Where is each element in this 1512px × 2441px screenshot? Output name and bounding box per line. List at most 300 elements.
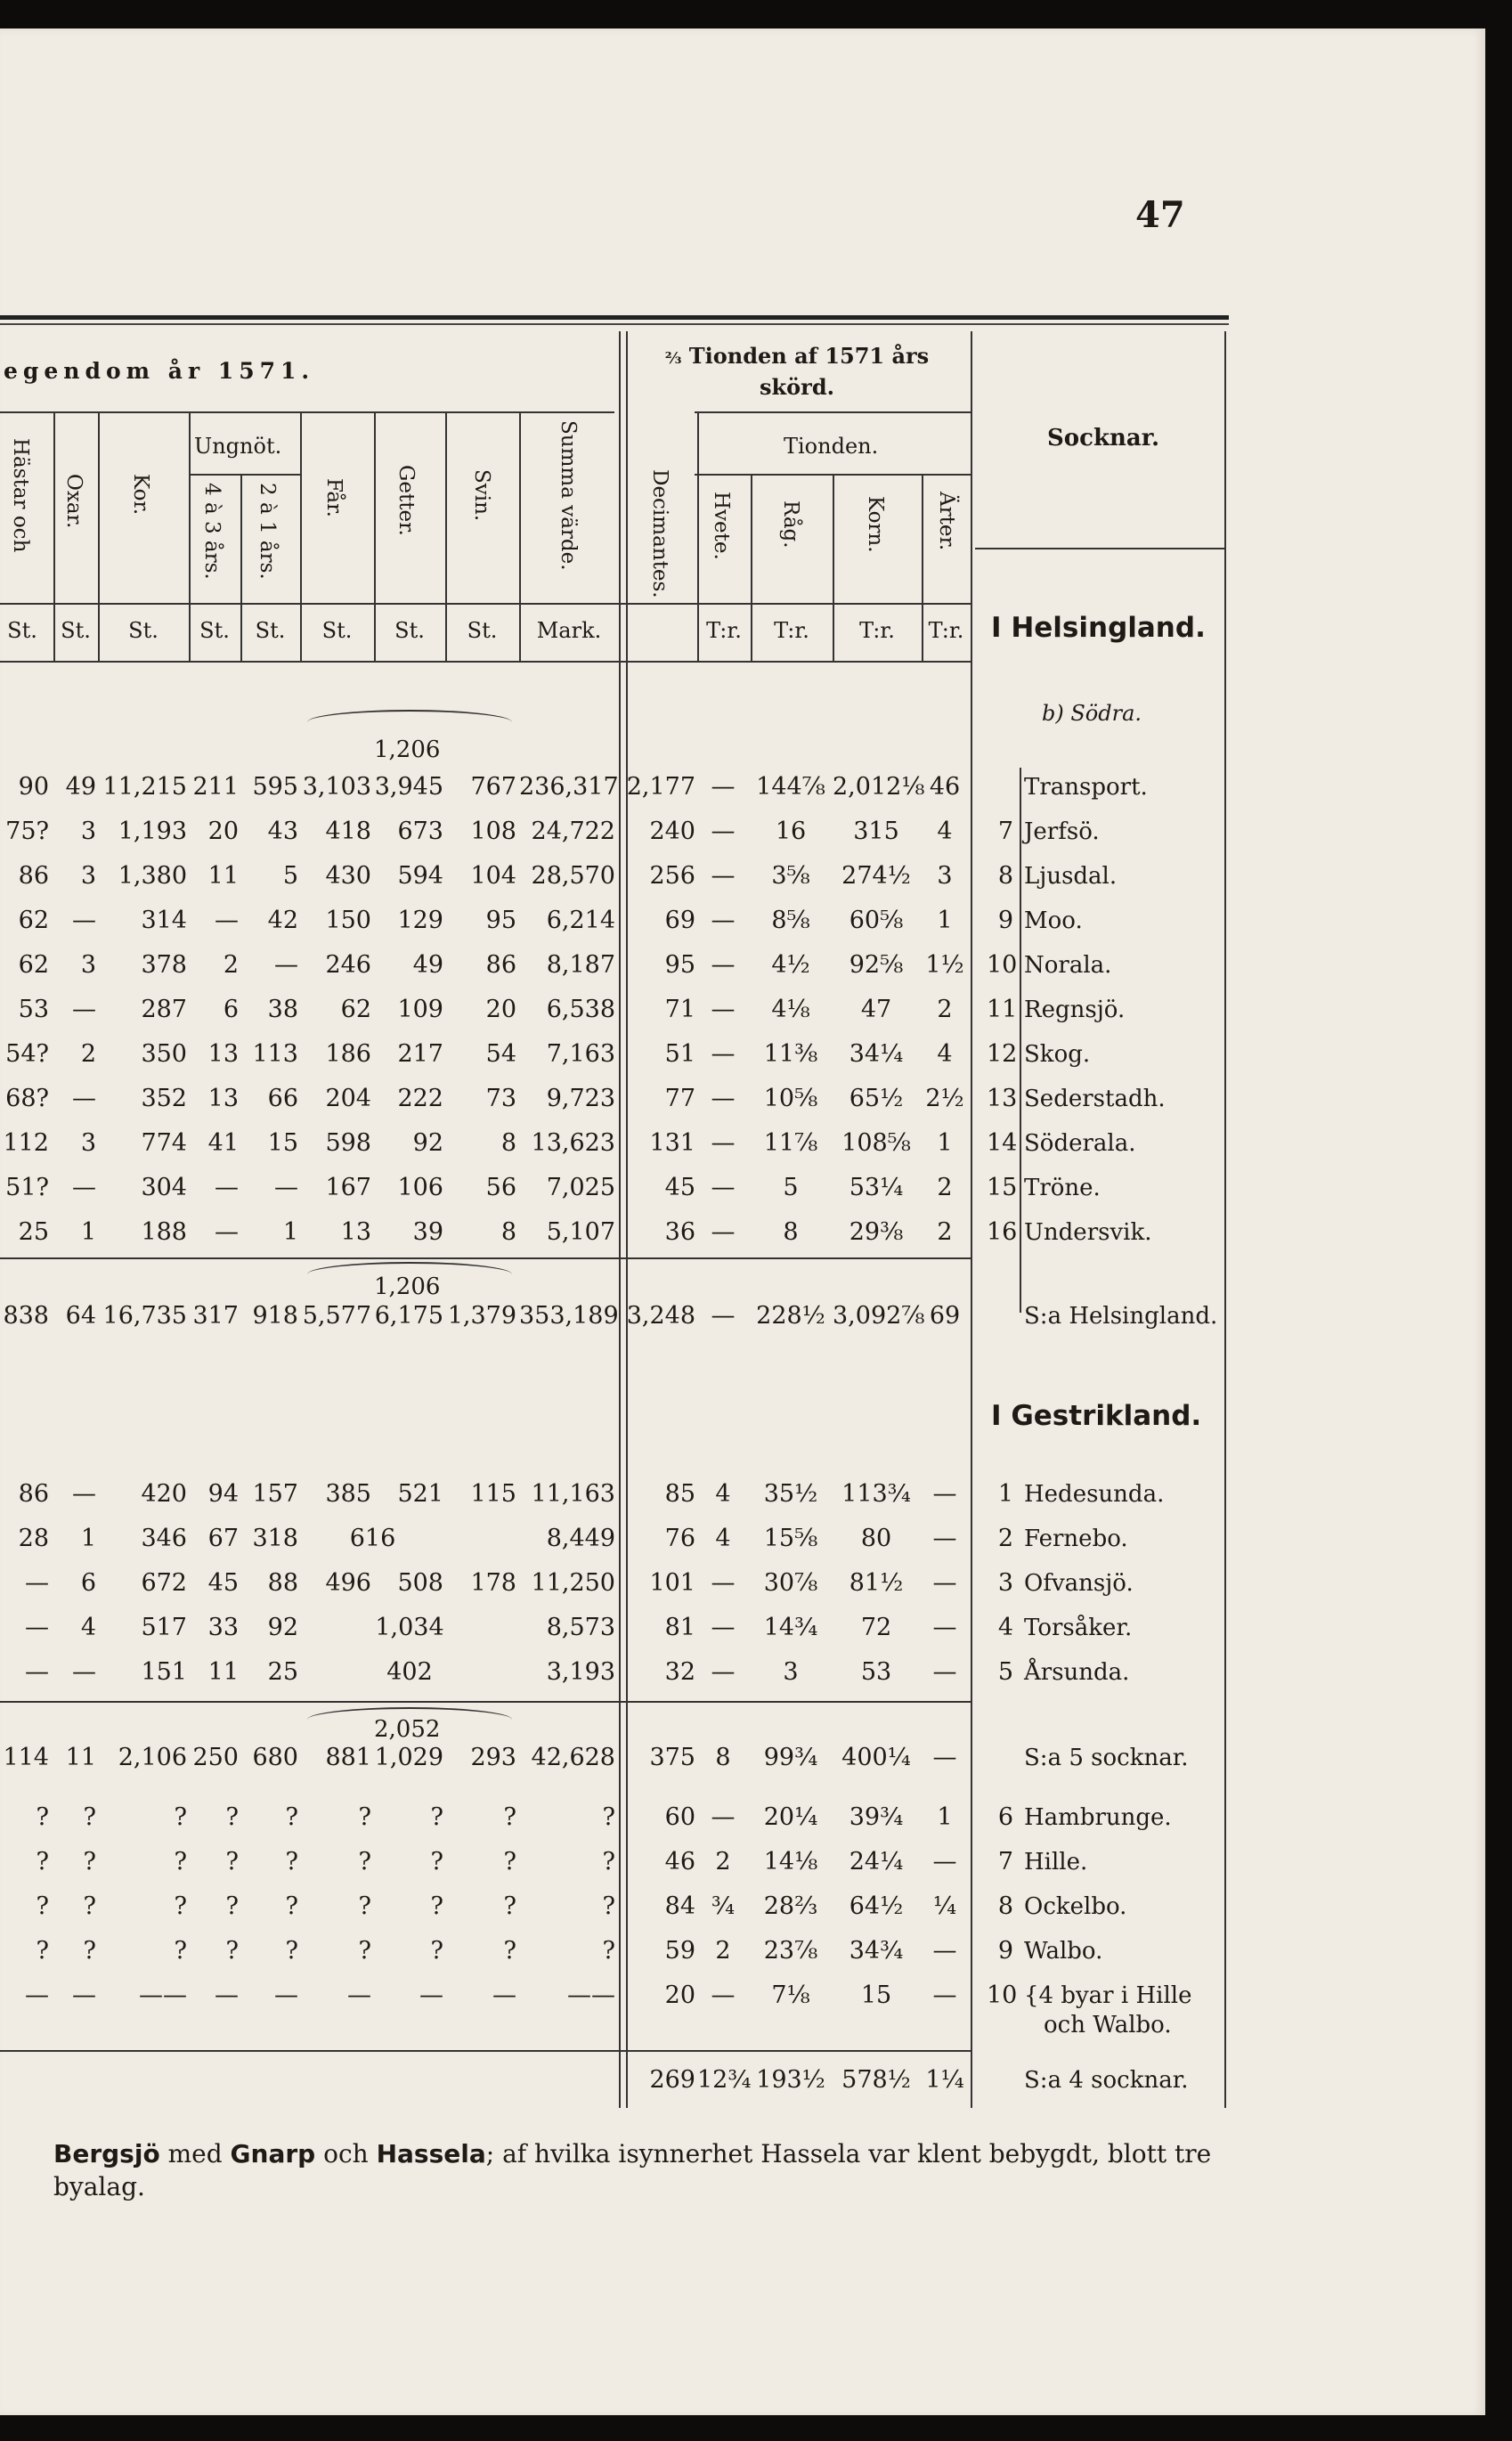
cell-a: 2½: [925, 1085, 964, 1112]
cell-g: ?: [430, 1937, 443, 1965]
cell-r: 8⅝: [771, 907, 810, 934]
cell-sum: ?: [602, 1848, 615, 1876]
table-row: [0, 766, 1247, 810]
col-oxar: Oxar.: [62, 474, 85, 529]
cell-o: 6: [80, 1569, 96, 1597]
cell-o: 1: [80, 1525, 96, 1552]
cell-o: 3: [80, 862, 96, 890]
cell-hv: 8: [715, 1744, 731, 1771]
footnote-text: med: [159, 2139, 231, 2168]
parish-name: Moo.: [1024, 907, 1083, 934]
unit-rule: [0, 661, 971, 663]
cell-f: 881: [325, 1744, 371, 1771]
col-tionden: Tionden.: [784, 434, 879, 459]
cell-g: 92: [412, 1129, 443, 1157]
col-svin: Svin.: [470, 469, 493, 522]
cell-a: 1½: [925, 951, 964, 979]
cell-u2: ?: [285, 1803, 298, 1831]
col-korn: Korn.: [864, 496, 887, 553]
cell-g: 1,029: [374, 1744, 443, 1771]
cell-ko: 34¾: [849, 1937, 904, 1965]
cell-g: 129: [397, 907, 443, 934]
cell-u2: 15: [267, 1129, 298, 1157]
parish-name: Undersvik.: [1024, 1219, 1152, 1246]
cell-a: 4: [937, 1040, 953, 1068]
footnote-text: och: [315, 2139, 377, 2168]
cell-g: 3,945: [374, 773, 443, 801]
cell-g: 521: [397, 1480, 443, 1508]
cell-d: 3,248: [626, 1302, 695, 1330]
cell-f: 204: [325, 1085, 371, 1112]
cell-r: 99¾: [763, 1744, 818, 1771]
cell-f: —: [347, 1981, 371, 2009]
section-rule: [0, 1257, 971, 1259]
cell-d: 95: [664, 951, 695, 979]
cell-h: 86: [18, 1480, 49, 1508]
cell-k: 2,106: [118, 1744, 187, 1771]
cell-a: 46: [929, 773, 961, 801]
parish-name: Fernebo.: [1024, 1526, 1128, 1552]
cell-o: 1: [80, 1218, 96, 1246]
cell-s: 20: [485, 996, 516, 1023]
cell-a: 3: [937, 862, 953, 890]
cell-a: 1¼: [925, 2066, 964, 2094]
cell-sum: 24,722: [531, 818, 615, 845]
table-row: [0, 1841, 1247, 1885]
cell-sum: ?: [602, 1803, 615, 1831]
cell-s: 178: [470, 1569, 516, 1597]
cell-d: 20: [664, 1981, 695, 2009]
table-row: [0, 1167, 1247, 1211]
cell-r: 14⅛: [763, 1848, 818, 1876]
cell-u1: 11: [207, 862, 239, 890]
cell-a: —: [932, 1614, 957, 1641]
parish-name: Ofvansjö.: [1024, 1570, 1134, 1597]
parish-name: Skog.: [1024, 1041, 1091, 1068]
col-far: Får.: [322, 478, 345, 517]
cell-sum: 7,163: [546, 1040, 615, 1068]
cell-o: —: [72, 996, 96, 1023]
cell-s: 767: [470, 773, 516, 801]
cell-r: 23⅞: [763, 1937, 818, 1965]
cell-ko: 24¼: [849, 1848, 904, 1876]
cell-hv: —: [711, 862, 736, 890]
parish-number: 14: [987, 1129, 1018, 1157]
cell-k: ——: [139, 1981, 187, 2009]
cell-d: 256: [649, 862, 695, 890]
cell-g: 217: [397, 1040, 443, 1068]
cell-u1: 2: [223, 951, 239, 979]
cell-a: —: [932, 1569, 957, 1597]
cell-g: 106: [397, 1174, 443, 1201]
cell-h: 68?: [5, 1085, 49, 1112]
cell-o: 49: [65, 773, 96, 801]
parish-number: 11: [987, 996, 1018, 1023]
unit-label: Mark.: [536, 618, 602, 643]
cell-a: 2: [937, 1174, 953, 1201]
cell-u1: ?: [225, 1937, 239, 1965]
cell-a: —: [932, 1937, 957, 1965]
col-decimantes: Decimantes.: [648, 469, 671, 598]
parish-name: Torsåker.: [1024, 1615, 1133, 1641]
cell-hv: 12¾: [697, 2066, 752, 2094]
cell-ko: 113¾: [841, 1480, 911, 1508]
cell-a: 2: [937, 1218, 953, 1246]
cell-o: 64: [65, 1302, 96, 1330]
parish-name: S:a Helsingland.: [1024, 1303, 1218, 1330]
cell-d: 71: [664, 996, 695, 1023]
cell-g: 109: [397, 996, 443, 1023]
cell-a: —: [932, 1744, 957, 1771]
cell-f: 430: [325, 862, 371, 890]
cell-a: 2: [937, 996, 953, 1023]
cell-f: 246: [325, 951, 371, 979]
cell-r: 3⅝: [771, 862, 810, 890]
header-bottom-rule: [0, 603, 971, 605]
col-arter: Ärter.: [935, 492, 958, 551]
brace: [307, 710, 512, 722]
cell-k: 314: [141, 907, 187, 934]
parish-number: 8: [997, 1892, 1013, 1920]
parish-number: 3: [997, 1569, 1013, 1597]
cell-sum: 28,570: [531, 862, 615, 890]
footnote-text: ; af hvilka isynnerhet Hassela var klent bebygdt, blott tre byalag.: [53, 2139, 1212, 2201]
table-row: [0, 1974, 1247, 2038]
cell-k: 350: [141, 1040, 187, 1068]
header-rule: [695, 411, 971, 413]
cell-s: ?: [503, 1803, 516, 1831]
col-hastar: Hästar och: [9, 438, 32, 553]
parish-number: 10: [987, 1981, 1018, 2009]
parish-number: 4: [997, 1614, 1013, 1641]
unit-label: St.: [7, 618, 37, 643]
cell-s: 54: [485, 1040, 516, 1068]
cell-u2: 42: [267, 907, 298, 934]
parish-number: 6: [997, 1803, 1013, 1831]
cell-f: 186: [325, 1040, 371, 1068]
unit-label: St.: [255, 618, 286, 643]
cell-k: 287: [141, 996, 187, 1023]
cell-f: 496: [325, 1569, 371, 1597]
cell-sum: 9,723: [546, 1085, 615, 1112]
cell-k: 672: [141, 1569, 187, 1597]
parish-number: 9: [997, 1937, 1013, 1965]
cell-o: 3: [80, 1129, 96, 1157]
col-ungnot: Ungnöt.: [194, 434, 282, 459]
cell-u1: 41: [207, 1129, 239, 1157]
cell-s: 104: [470, 862, 516, 890]
cell-f: 5,577: [302, 1302, 371, 1330]
cell-hv: —: [711, 1302, 736, 1330]
cell-g: 673: [397, 818, 443, 845]
cell-k: 1,380: [118, 862, 187, 890]
cell-u2: 5: [282, 862, 298, 890]
cell-d: 77: [664, 1085, 695, 1112]
cell-s: 8: [500, 1218, 516, 1246]
cell-h: ?: [36, 1848, 49, 1876]
parish-name: Söderala.: [1024, 1130, 1136, 1157]
cell-sum: 236,317: [519, 773, 619, 801]
cell-hv: —: [711, 773, 736, 801]
cell-o: ?: [83, 1892, 96, 1920]
cell-s: 108: [470, 818, 516, 845]
cell-ko: 80: [860, 1525, 892, 1552]
table-row: [0, 1796, 1247, 1841]
parish-name: S:a 5 socknar.: [1024, 1745, 1189, 1771]
table-row: [0, 855, 1247, 899]
cell-k: 352: [141, 1085, 187, 1112]
cell-sum: ?: [602, 1937, 615, 1965]
parish-name: Tröne.: [1024, 1175, 1101, 1201]
parish-name: Hedesunda.: [1024, 1481, 1165, 1508]
cell-hv: —: [711, 996, 736, 1023]
cell-ko: 53: [860, 1658, 892, 1686]
cell-k: 151: [141, 1658, 187, 1686]
cell-hv: —: [711, 1569, 736, 1597]
cell-sum: 6,214: [546, 907, 615, 934]
table-row: [0, 1885, 1247, 1930]
cell-g: 6,175: [374, 1302, 443, 1330]
cell-f: 167: [325, 1174, 371, 1201]
cell-o: 3: [80, 951, 96, 979]
table-row: [0, 1033, 1247, 1078]
cell-h: ?: [36, 1803, 49, 1831]
cell-far-getter-svin: 1,034: [375, 1614, 444, 1641]
cell-ko: 2,012⅛: [833, 773, 925, 801]
brace: [307, 1262, 512, 1274]
cell-r: 10⅝: [763, 1085, 818, 1112]
cell-s: 1,379: [447, 1302, 516, 1330]
cell-u1: 6: [223, 996, 239, 1023]
parish-name: Norala.: [1024, 952, 1112, 979]
cell-hv: —: [711, 1174, 736, 1201]
cell-k: ?: [174, 1848, 187, 1876]
cell-u1: 13: [207, 1085, 239, 1112]
cell-ko: 81½: [849, 1569, 904, 1597]
cell-f: 3,103: [302, 773, 371, 801]
cell-f: ?: [358, 1892, 371, 1920]
unit-label: St.: [128, 618, 159, 643]
cell-d: 51: [664, 1040, 695, 1068]
cell-d: 69: [664, 907, 695, 934]
cell-hv: —: [711, 951, 736, 979]
parish-number: 8: [997, 862, 1013, 890]
cell-h: —: [25, 1981, 49, 2009]
cell-s: 56: [485, 1174, 516, 1201]
brace-value: 2,052: [374, 1716, 441, 1743]
cell-sum: 8,573: [546, 1614, 615, 1641]
parish-name: Transport.: [1024, 774, 1148, 801]
cell-hv: —: [711, 1218, 736, 1246]
table-title: egendom år 1571.: [4, 358, 315, 384]
cell-ko: 72: [860, 1614, 892, 1641]
cell-f: 13: [340, 1218, 371, 1246]
cell-u2: 66: [267, 1085, 298, 1112]
cell-ko: 400¼: [841, 1744, 911, 1771]
cell-f: 598: [325, 1129, 371, 1157]
cell-h: 86: [18, 862, 49, 890]
cell-f: 385: [325, 1480, 371, 1508]
cell-r: 228½: [756, 1302, 825, 1330]
cell-o: ?: [83, 1848, 96, 1876]
unit-label: St.: [199, 618, 230, 643]
unit-label: T:r.: [774, 618, 809, 643]
cell-u2: —: [274, 951, 298, 979]
cell-h: —: [25, 1658, 49, 1686]
footnote: [53, 2137, 1247, 2203]
cell-far-getter-svin: 402: [386, 1658, 433, 1686]
table-row: [0, 1651, 1247, 1696]
socknar-rule: [975, 548, 1224, 549]
cell-hv: ¾: [711, 1892, 736, 1920]
table-row: [0, 1517, 1247, 1562]
cell-d: 131: [649, 1129, 695, 1157]
tithe-fraction: ⅔: [664, 349, 682, 368]
cell-u2: ?: [285, 1892, 298, 1920]
cell-r: 11⅜: [763, 1040, 818, 1068]
cell-k: 16,735: [102, 1302, 187, 1330]
parish-number: 7: [997, 818, 1013, 845]
cell-k: ?: [174, 1803, 187, 1831]
parish-name: Walbo.: [1024, 1938, 1103, 1965]
cell-u1: —: [215, 1174, 239, 1201]
parish-name: Hille.: [1024, 1849, 1088, 1876]
ledger-page: [0, 28, 1485, 2415]
cell-hv: —: [711, 1981, 736, 2009]
table-row: [0, 1078, 1247, 1122]
cell-hv: —: [711, 1085, 736, 1112]
parish-number: 5: [997, 1658, 1013, 1686]
cell-s: 115: [470, 1480, 516, 1508]
sum-row: [0, 2059, 1247, 2103]
cell-f: ?: [358, 1937, 371, 1965]
cell-u2: ?: [285, 1848, 298, 1876]
cell-f: ?: [358, 1803, 371, 1831]
cell-s: 86: [485, 951, 516, 979]
cell-o: ?: [83, 1937, 96, 1965]
cell-a: 1: [937, 907, 953, 934]
cell-d: 60: [664, 1803, 695, 1831]
cell-r: 4½: [771, 951, 810, 979]
cell-r: 15⅝: [763, 1525, 818, 1552]
cell-sum: 7,025: [546, 1174, 615, 1201]
cell-h: 112: [3, 1129, 49, 1157]
cell-k: 378: [141, 951, 187, 979]
cell-u2: 43: [267, 818, 298, 845]
header-rule: [0, 411, 614, 413]
cell-k: 1,193: [118, 818, 187, 845]
cell-r: 193⅟₂: [756, 2066, 825, 2094]
cell-ko: 34¼: [849, 1040, 904, 1068]
cell-hv: —: [711, 907, 736, 934]
parish-number: 7: [997, 1848, 1013, 1876]
section-rule: [0, 1701, 971, 1703]
cell-a: —: [932, 1848, 957, 1876]
cell-f: 150: [325, 907, 371, 934]
cell-k: 304: [141, 1174, 187, 1201]
cell-ko: 29⅜: [849, 1218, 904, 1246]
col-summa: Summa värde.: [557, 420, 580, 571]
parish-number: 16: [987, 1218, 1018, 1246]
cell-g: 508: [397, 1569, 443, 1597]
cell-ko: 274½: [841, 862, 911, 890]
cell-g: 49: [412, 951, 443, 979]
cell-g: 222: [397, 1085, 443, 1112]
parish-number: 2: [997, 1525, 1013, 1552]
cell-u2: 92: [267, 1614, 298, 1641]
cell-u1: 250: [192, 1744, 239, 1771]
col-ungnot-b: 2 à 1 års.: [256, 483, 279, 580]
parish-number: 10: [987, 951, 1018, 979]
cell-s: —: [492, 1981, 516, 2009]
cell-d: 36: [664, 1218, 695, 1246]
region-gestrikland: I Gestrikland.: [991, 1400, 1202, 1432]
table-row: [0, 899, 1247, 944]
cell-u1: 211: [192, 773, 239, 801]
cell-sum: ——: [567, 1981, 615, 2009]
col-socknar: Socknar.: [1047, 425, 1160, 452]
cell-hv: —: [711, 818, 736, 845]
cell-s: 95: [485, 907, 516, 934]
cell-k: 11,215: [102, 773, 187, 801]
parish-name: Ljusdal.: [1024, 863, 1118, 890]
cell-hv: —: [711, 1658, 736, 1686]
footnote-hassela: Hassela: [376, 2139, 486, 2168]
parish-name: Sederstadh.: [1024, 1086, 1166, 1112]
cell-r: 7⅛: [771, 1981, 810, 2009]
cell-a: —: [932, 1658, 957, 1686]
cell-a: 69: [929, 1302, 961, 1330]
cell-ko: 47: [860, 996, 892, 1023]
cell-a: —: [932, 1480, 957, 1508]
cell-h: ?: [36, 1937, 49, 1965]
unit-label: St.: [321, 618, 353, 643]
cell-a: 1: [937, 1129, 953, 1157]
cell-hv: 4: [715, 1525, 731, 1552]
cell-ko: 3,092⅞: [833, 1302, 925, 1330]
parish-number: 13: [987, 1085, 1018, 1112]
cell-s: 293: [470, 1744, 516, 1771]
cell-h: —: [25, 1614, 49, 1641]
cell-h: 114: [3, 1744, 49, 1771]
cell-u2: 595: [252, 773, 298, 801]
cell-u1: —: [215, 1218, 239, 1246]
cell-ko: 39¾: [849, 1803, 904, 1831]
cell-h: ?: [36, 1892, 49, 1920]
cell-u2: —: [274, 1981, 298, 2009]
section-rule: [0, 2050, 971, 2052]
cell-d: 32: [664, 1658, 695, 1686]
cell-k: 420: [141, 1480, 187, 1508]
cell-h: —: [25, 1569, 49, 1597]
col-rag: Råg.: [779, 500, 802, 549]
unit-label: T:r.: [706, 618, 742, 643]
cell-u1: 67: [207, 1525, 239, 1552]
cell-r: 11⅞: [763, 1129, 818, 1157]
parish-name: S:a 4 socknar.: [1024, 2067, 1189, 2094]
cell-g: 594: [397, 862, 443, 890]
cell-d: 240: [649, 818, 695, 845]
cell-s: ?: [503, 1892, 516, 1920]
ungnot-rule: [189, 474, 300, 476]
cell-o: ?: [83, 1803, 96, 1831]
cell-hv: 2: [715, 1937, 731, 1965]
cell-ko: 92⅝: [849, 951, 904, 979]
table-row: [0, 1122, 1247, 1167]
page-number: 47: [1135, 194, 1185, 236]
cell-d: 59: [664, 1937, 695, 1965]
cell-r: 28⅔: [763, 1892, 818, 1920]
